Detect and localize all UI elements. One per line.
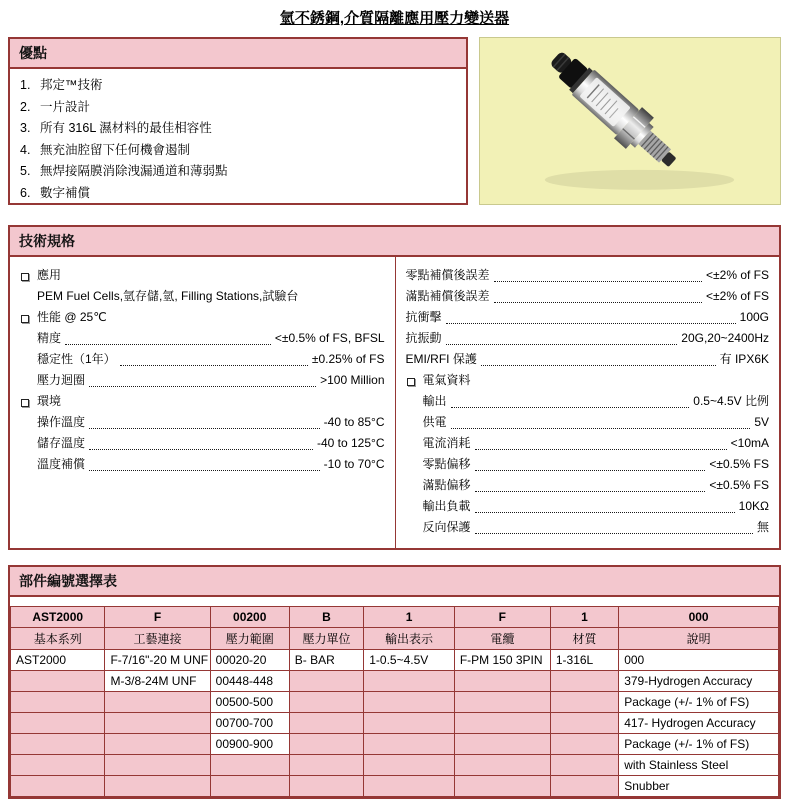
spec-row: [20, 370, 385, 391]
spec-section-title: 電氣資料: [422, 373, 471, 387]
spec-value: <±2% of FS: [706, 268, 769, 282]
table-row: [11, 734, 779, 755]
table-cell: [364, 734, 455, 755]
column-header-row: [11, 628, 779, 650]
table-gap: [10, 597, 779, 606]
code-cell: AST2000: [11, 607, 105, 628]
dot-leader: [446, 323, 736, 324]
table-cell: [105, 713, 210, 734]
table-cell: [105, 734, 210, 755]
table-cell: with Stainless Steel: [619, 755, 779, 776]
table-cell: Snubber: [619, 776, 779, 797]
spec-label: 輸出: [422, 394, 447, 408]
spec-value: ±0.25% of FS: [311, 352, 385, 366]
spec-label: 滿點偏移: [422, 478, 471, 492]
table-cell: [11, 713, 105, 734]
advantages-list: [10, 69, 466, 210]
table-cell: [364, 692, 455, 713]
spec-value: <±0.5% of FS, BFSL: [274, 331, 385, 345]
spec-label: 電流消耗: [422, 436, 471, 450]
spec-row: [20, 286, 385, 307]
advantage-text: 邦定™技術: [40, 78, 103, 92]
dot-leader: [475, 533, 753, 534]
spec-value: 有 IPX6K: [719, 352, 769, 366]
advantage-text: 一片設計: [40, 99, 91, 114]
advantage-item: [20, 75, 456, 97]
column-header-cell: 工藝連接: [105, 628, 210, 650]
top-row: [8, 37, 781, 205]
dot-leader: [451, 428, 751, 429]
table-cell: [289, 692, 363, 713]
table-cell: [105, 692, 210, 713]
spec-value: 無: [756, 520, 769, 534]
advantage-text: 所有 316L 濕材料的最佳相容性: [40, 121, 212, 135]
spec-value: -40 to 125°C: [316, 436, 385, 450]
dot-leader: [89, 470, 320, 471]
spec-label: 壓力迴圈: [37, 373, 86, 387]
code-cell: B: [289, 607, 363, 628]
dot-leader: [89, 386, 316, 387]
specs-right-column: [395, 257, 780, 548]
table-row: [11, 755, 779, 776]
code-cell: F: [454, 607, 550, 628]
table-cell: M-3/8-24M UNF: [105, 671, 210, 692]
advantage-number: 2.: [20, 99, 31, 114]
specs-left-column: [10, 257, 395, 548]
spec-label: 零點補償後誤差: [405, 268, 490, 282]
dot-leader: [120, 365, 308, 366]
spec-label: 操作溫度: [37, 415, 86, 429]
table-cell: Package (+/- 1% of FS): [619, 734, 779, 755]
table-cell: 00900-900: [210, 734, 289, 755]
part-number-section: [8, 565, 781, 799]
advantage-item: [20, 97, 456, 119]
advantage-number: 5.: [20, 164, 31, 178]
spec-row: [406, 496, 770, 517]
table-cell: 417- Hydrogen Accuracy: [619, 713, 779, 734]
spec-value: <±0.5% FS: [709, 457, 769, 471]
checkbox-bullet-icon: [407, 378, 415, 386]
table-cell: [550, 734, 618, 755]
table-cell: [289, 713, 363, 734]
advantages-section: [8, 37, 468, 205]
code-row: [11, 607, 779, 628]
table-row: [11, 650, 779, 671]
spec-label: 精度: [37, 331, 62, 345]
table-cell: [550, 776, 618, 797]
spec-row: [406, 307, 770, 328]
spec-value: <10mA: [730, 436, 769, 450]
dot-leader: [446, 344, 678, 345]
column-header-cell: 材質: [550, 628, 618, 650]
spec-label: 溫度補償: [37, 457, 86, 471]
specs-columns: [10, 257, 779, 548]
column-header-cell: 基本系列: [11, 628, 105, 650]
advantage-text: 數字補償: [40, 185, 91, 200]
spec-row: [406, 412, 770, 433]
pressure-transmitter-illustration: [480, 38, 780, 204]
spec-row: [20, 349, 385, 370]
table-cell: [454, 713, 550, 734]
spec-section-header: [406, 370, 770, 391]
spec-section-header: [20, 265, 385, 286]
table-cell: B- BAR: [289, 650, 363, 671]
spec-section-title: 應用: [37, 268, 62, 282]
spec-value: -10 to 70°C: [323, 457, 385, 471]
spec-row: [406, 328, 770, 349]
table-cell: [105, 776, 210, 797]
specs-header: 技術規格: [10, 227, 779, 257]
part-number-table: [10, 606, 779, 797]
spec-value: >100 Million: [320, 373, 385, 387]
table-row: [11, 692, 779, 713]
table-cell: AST2000: [11, 650, 105, 671]
spec-label: 反向保護: [422, 520, 471, 534]
spec-section-header: [20, 307, 385, 328]
table-cell: 00448-448: [210, 671, 289, 692]
checkbox-bullet-icon: [21, 315, 29, 323]
spec-value: <±2% of FS: [706, 289, 769, 303]
dot-leader: [65, 344, 271, 345]
table-cell: [364, 713, 455, 734]
dot-leader: [89, 449, 313, 450]
table-cell: [454, 776, 550, 797]
spec-row: [406, 517, 770, 538]
spec-row: [20, 433, 385, 454]
table-cell: F-7/16"-20 M UNF: [105, 650, 210, 671]
advantage-text: 無充油腔留下任何機會遏制: [40, 142, 191, 157]
advantage-number: 3.: [20, 121, 31, 135]
checkbox-bullet-icon: [21, 273, 29, 281]
table-cell: [11, 692, 105, 713]
column-header-cell: 電纜: [454, 628, 550, 650]
spec-row: [406, 433, 770, 454]
spec-value: <±0.5% FS: [709, 478, 769, 492]
spec-row: [406, 475, 770, 496]
table-cell: [210, 755, 289, 776]
table-cell: 1-316L: [550, 650, 618, 671]
table-cell: 000: [619, 650, 779, 671]
table-cell: [454, 755, 550, 776]
advantage-item: [20, 183, 456, 205]
table-cell: [11, 671, 105, 692]
dot-leader: [475, 491, 706, 492]
code-cell: 000: [619, 607, 779, 628]
spec-section-title: 性能 @ 25℃: [37, 310, 107, 324]
checkbox-bullet-icon: [21, 399, 29, 407]
spec-row: [20, 454, 385, 475]
table-cell: 00700-700: [210, 713, 289, 734]
dot-leader: [475, 512, 735, 513]
spec-label: EMI/RFI 保護: [405, 352, 477, 366]
spec-value: -40 to 85°C: [323, 415, 385, 429]
table-cell: [289, 671, 363, 692]
table-cell: [289, 776, 363, 797]
part-number-header: 部件編號選擇表: [10, 567, 779, 597]
advantages-header: 優點: [10, 39, 466, 69]
spec-label: 供電: [422, 415, 447, 429]
applications-text: PEM Fuel Cells,氫存儲,氫, Filling Stations,試驗台: [37, 289, 299, 303]
column-header-cell: 說明: [619, 628, 779, 650]
table-cell: 00500-500: [210, 692, 289, 713]
spec-section-header: [20, 391, 385, 412]
table-cell: F-PM 150 3PIN: [454, 650, 550, 671]
spec-label: 抗衝擊: [405, 310, 442, 324]
spec-label: 滿點補償後誤差: [405, 289, 490, 303]
dot-leader: [451, 407, 690, 408]
table-cell: [454, 671, 550, 692]
code-cell: 1: [364, 607, 455, 628]
spec-label: 穩定性（1年）: [37, 352, 116, 366]
spec-label: 儲存溫度: [37, 436, 86, 450]
advantage-text: 無焊接隔膜消除洩漏通道和薄弱點: [40, 164, 228, 178]
table-cell: [105, 755, 210, 776]
table-cell: [550, 692, 618, 713]
spec-value: 100G: [739, 310, 769, 324]
table-cell: [454, 734, 550, 755]
table-cell: [550, 755, 618, 776]
advantage-item: [20, 140, 456, 162]
table-cell: [11, 734, 105, 755]
spec-row: [406, 265, 770, 286]
table-cell: [550, 671, 618, 692]
code-cell: 00200: [210, 607, 289, 628]
table-row: [11, 671, 779, 692]
advantage-number: 6.: [20, 185, 31, 200]
dot-leader: [481, 365, 716, 366]
spec-row: [20, 328, 385, 349]
spec-row: [406, 391, 770, 412]
product-photo: [479, 37, 781, 205]
table-cell: [210, 776, 289, 797]
table-cell: [11, 776, 105, 797]
specs-section: [8, 225, 781, 550]
table-cell: [289, 755, 363, 776]
spec-value: 10KΩ: [738, 499, 769, 513]
page-title: 氫不銹鋼,介質隔離應用壓力變送器: [279, 10, 510, 27]
dot-leader: [494, 281, 703, 282]
table-row: [11, 776, 779, 797]
table-cell: 00020-20: [210, 650, 289, 671]
table-cell: [364, 755, 455, 776]
dot-leader: [475, 470, 706, 471]
column-header-cell: 輸出表示: [364, 628, 455, 650]
code-cell: 1: [550, 607, 618, 628]
table-cell: 379-Hydrogen Accuracy: [619, 671, 779, 692]
spec-row: [406, 454, 770, 475]
spec-label: 輸出負載: [422, 499, 471, 513]
table-cell: [364, 671, 455, 692]
spec-row: [406, 349, 770, 370]
code-cell: F: [105, 607, 210, 628]
advantage-item: [20, 161, 456, 183]
table-cell: [289, 734, 363, 755]
table-cell: Package (+/- 1% of FS): [619, 692, 779, 713]
spec-row: [20, 412, 385, 433]
table-cell: [11, 755, 105, 776]
advantage-item: [20, 118, 456, 140]
dot-leader: [89, 428, 320, 429]
table-cell: [454, 692, 550, 713]
spec-label: 抗振動: [405, 331, 442, 345]
advantage-number: 1.: [20, 78, 31, 92]
column-header-cell: 壓力單位: [289, 628, 363, 650]
table-cell: [364, 776, 455, 797]
spec-value: 20G,20~2400Hz: [681, 331, 769, 345]
table-cell: 1-0.5~4.5V: [364, 650, 455, 671]
dot-leader: [475, 449, 727, 450]
spec-value: 0.5~4.5V 比例: [693, 394, 769, 408]
column-header-cell: 壓力範圍: [210, 628, 289, 650]
advantage-number: 4.: [20, 142, 31, 157]
table-cell: [550, 713, 618, 734]
spec-label: 零點偏移: [422, 457, 471, 471]
dot-leader: [494, 302, 703, 303]
table-row: [11, 713, 779, 734]
spec-row: [406, 286, 770, 307]
spec-value: 5V: [754, 415, 769, 429]
spec-section-title: 環境: [37, 394, 62, 408]
